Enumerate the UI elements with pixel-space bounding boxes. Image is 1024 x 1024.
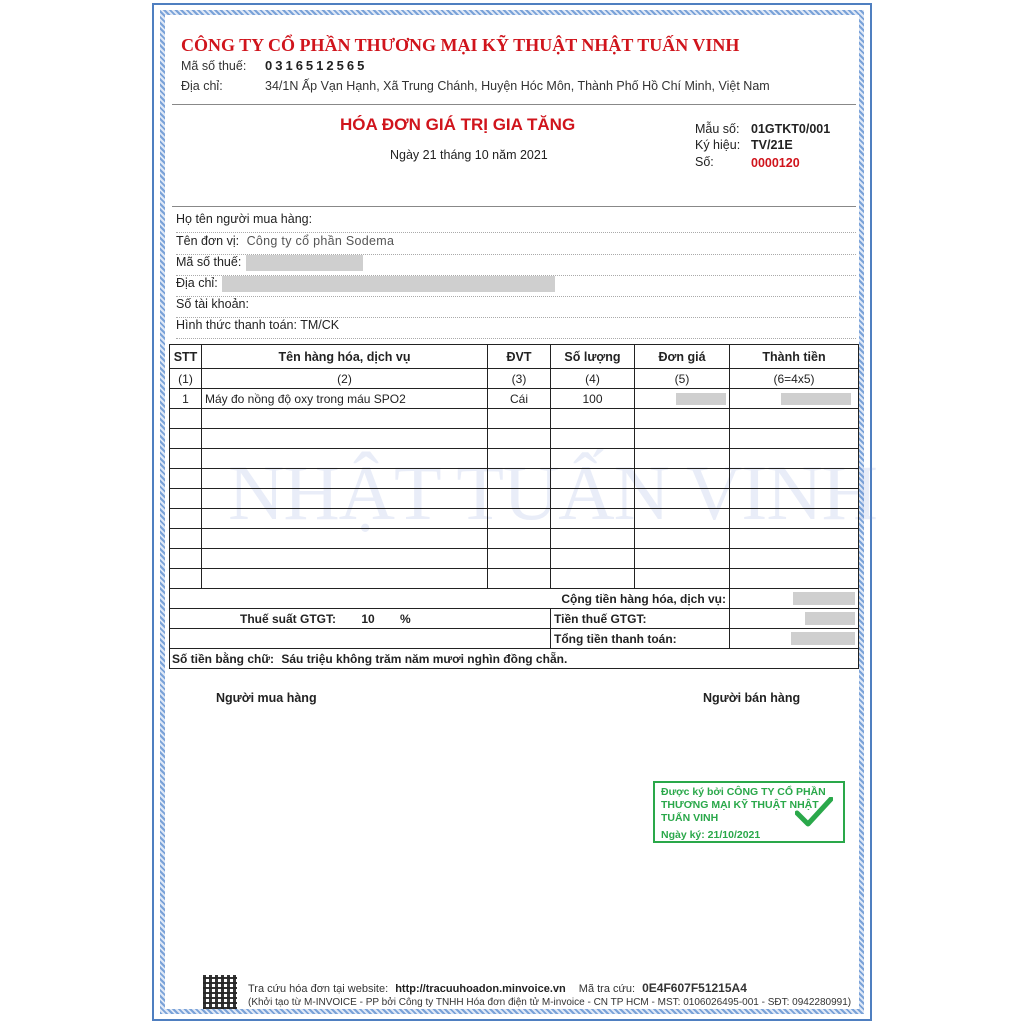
vat-rate-unit: %: [400, 611, 411, 626]
subheader-4: (4): [551, 369, 635, 389]
redacted-total: [791, 632, 855, 645]
buyer-payment-value: TM/CK: [300, 318, 340, 332]
empty-row: [170, 509, 859, 529]
invoice-date: Ngày 21 tháng 10 năm 2021: [390, 148, 548, 162]
stamp-date: Ngày ký: 21/10/2021: [661, 829, 761, 841]
buyer-payment-row: [176, 318, 856, 339]
digital-signature-stamp: [653, 781, 845, 843]
divider: [172, 104, 856, 105]
vat-row: [170, 609, 859, 629]
stamp-line-2: THƯƠNG MẠI KỸ THUẬT NHẬT: [661, 799, 819, 811]
header-price: Đơn giá: [635, 345, 730, 369]
empty-row: [170, 449, 859, 469]
buyer-signature-title: Người mua hàng: [216, 691, 317, 705]
amount-in-words: [170, 649, 859, 669]
vat-amount: [730, 609, 859, 629]
seller-tax-code: 0316512565: [265, 58, 368, 73]
buyer-tax-label: Mã số thuế:: [176, 255, 242, 269]
lookup-label: Tra cứu hóa đơn tại website:: [248, 983, 389, 995]
seller-tax-label: Mã số thuế:: [181, 59, 247, 73]
subtotal-amount: [730, 589, 859, 609]
row-amount: [730, 389, 859, 409]
symbol-label: Ký hiệu:: [695, 138, 741, 152]
number-value: 0000120: [751, 156, 800, 170]
lookup-code-label: Mã tra cứu:: [578, 983, 636, 995]
buyer-unit-label: Tên đơn vị:: [176, 234, 240, 248]
items-table: [169, 344, 859, 669]
buyer-name-label: Họ tên người mua hàng:: [176, 212, 313, 226]
row-price: [635, 389, 730, 409]
vat-rate-cell: [170, 609, 551, 629]
empty-row: [170, 489, 859, 509]
row-name: Máy đo nồng độ oxy trong máu SPO2: [202, 389, 488, 409]
header-amount: Thành tiền: [730, 345, 859, 369]
total-label: Tổng tiền thanh toán:: [551, 629, 730, 649]
subheader-6: (6=4x5): [730, 369, 859, 389]
subheader-5: (5): [635, 369, 730, 389]
subheader-2: (2): [202, 369, 488, 389]
header-qty: Số lượng: [551, 345, 635, 369]
words-row: [170, 649, 859, 669]
subheader-1: (1): [170, 369, 202, 389]
footer-note: (Khởi tạo từ M-INVOICE - PP bởi Công ty TNHH Hóa đơn điện tử M-invoice - CN TP HCM - MST: 0106026495-001 - SĐT: 0942280991): [248, 997, 852, 1008]
buyer-account-label: Số tài khoản:: [176, 297, 249, 311]
row-unit: Cái: [488, 389, 551, 409]
empty-row: [170, 409, 859, 429]
total-amount: [730, 629, 859, 649]
vat-rate-label: Thuế suất GTGT:: [240, 611, 336, 626]
subtotal-label: Cộng tiền hàng hóa, dịch vụ:: [170, 589, 730, 609]
empty-row: [170, 569, 859, 589]
buyer-payment-label: Hình thức thanh toán:: [176, 318, 297, 332]
table-row: [170, 389, 859, 409]
stamp-line-3: TUẤN VINH: [661, 812, 719, 824]
subheader-3: (3): [488, 369, 551, 389]
vat-rate-value: 10: [361, 611, 375, 626]
form-value: 01GTKT0/001: [751, 122, 831, 136]
empty-row: [170, 429, 859, 449]
row-qty: 100: [551, 389, 635, 409]
redacted-subtotal: [793, 592, 855, 605]
total-row: [170, 629, 859, 649]
seller-company-name: CÔNG TY CỔ PHẦN THƯƠNG MẠI KỸ THUẬT NHẬT TUẤN VINH: [181, 35, 740, 55]
table-header-row: [170, 345, 859, 369]
redacted-amount: [781, 393, 851, 405]
empty-row: [170, 549, 859, 569]
checkmark-icon: [795, 797, 833, 827]
buyer-unit-value: Công ty cổ phần Sodema: [246, 234, 395, 248]
row-stt: 1: [170, 389, 202, 409]
qr-code-icon: [203, 975, 237, 1009]
divider: [172, 206, 856, 207]
buyer-name-row: [176, 212, 856, 233]
form-label: Mẫu số:: [695, 122, 740, 136]
buyer-address-label: Địa chỉ:: [176, 276, 218, 290]
header-name: Tên hàng hóa, dịch vụ: [202, 345, 488, 369]
redacted-price: [676, 393, 726, 405]
invoice-title: HÓA ĐƠN GIÁ TRỊ GIA TĂNG: [340, 115, 576, 134]
seller-address: 34/1N Ấp Vạn Hạnh, Xã Trung Chánh, Huyện Hóc Môn, Thành Phố Hồ Chí Minh, Việt Nam: [265, 79, 770, 93]
lookup-url[interactable]: http://tracuuhoadon.minvoice.vn: [395, 983, 566, 995]
seller-signature-title: Người bán hàng: [703, 691, 801, 705]
buyer-account-row: [176, 297, 856, 318]
words-value: Sáu triệu không trăm năm mươi nghìn đồng chẵn.: [281, 651, 568, 666]
lookup-code: 0E4F607F51215A4: [642, 981, 747, 995]
symbol-value: TV/21E: [751, 138, 793, 152]
redacted-address: [222, 276, 555, 292]
words-label: Số tiền bằng chữ:: [172, 651, 275, 666]
empty-row: [170, 529, 859, 549]
subtotal-row: [170, 589, 859, 609]
footer-lookup: [248, 981, 747, 995]
table-subheader-row: [170, 369, 859, 389]
vat-amount-label: Tiền thuế GTGT:: [551, 609, 730, 629]
stamp-line-1: Được ký bởi CÔNG TY CỔ PHẦN: [661, 786, 826, 798]
redacted-vat: [805, 612, 855, 625]
empty-row: [170, 469, 859, 489]
header-stt: STT: [170, 345, 202, 369]
buyer-unit-row: [176, 234, 856, 255]
header-unit: ĐVT: [488, 345, 551, 369]
redacted-tax-code: [246, 255, 363, 271]
number-label: Số:: [695, 155, 714, 169]
seller-address-label: Địa chỉ:: [181, 79, 223, 93]
